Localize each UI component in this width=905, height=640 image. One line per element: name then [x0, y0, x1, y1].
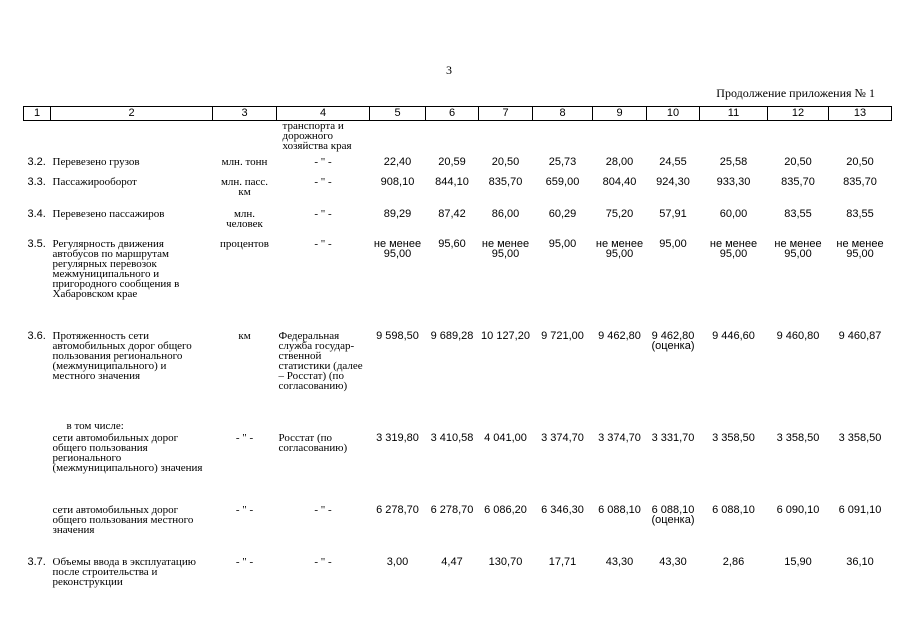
table-row — [24, 157, 892, 177]
source-cell: - " - — [314, 556, 332, 568]
table-row — [24, 239, 892, 331]
source-cell: - " - — [314, 208, 332, 220]
indicator-name: сети автомобильных дорог общего пользования местного значения — [52, 504, 194, 536]
indicator-name: сети автомобильных дорог общего пользования регионального (межмуниципального) значения — [52, 432, 203, 474]
unit-cell: - " - — [235, 504, 254, 516]
row-index: 3.3. — [27, 176, 46, 188]
indicator-name: Регулярность движения автобусов по маршрутам регулярных перевозок межмуниципального и пригородного сообщения в Хабаровском крае — [52, 238, 180, 300]
value-cell: 9 460,87 — [838, 330, 882, 342]
value-cell: не менее 95,00 — [774, 238, 822, 260]
value-cell: 6 088,10 — [598, 504, 641, 516]
source-cell: - " - — [314, 156, 332, 168]
unit-cell: км — [238, 330, 251, 342]
indicators-table — [23, 106, 892, 605]
value-cell: 36,10 — [846, 556, 874, 568]
indicator-name: Объемы ввода в эксплуатацию после строительства и реконструкции — [52, 556, 196, 588]
value-cell: 3 374,70 — [541, 432, 584, 444]
value-cell: 933,30 — [716, 176, 751, 188]
value-cell: 57,91 — [659, 208, 687, 220]
value-cell: 908,10 — [380, 176, 415, 188]
value-cell: 20,59 — [438, 156, 466, 168]
value-cell: 659,00 — [545, 176, 580, 188]
unit-cell: процентов — [220, 238, 269, 250]
unit-cell: - " - — [235, 432, 254, 444]
value-cell: не менее 95,00 — [373, 238, 422, 260]
source-cell — [277, 419, 370, 433]
unit-cell — [213, 419, 277, 433]
source-cell: Федеральная служба государ-ственной статистики (далее – Росстат) (по согласованию) — [278, 330, 363, 392]
column-header: 10 — [647, 107, 700, 121]
value-cell: 20,50 — [846, 156, 874, 168]
value-cell: 9 598,50 — [376, 330, 419, 342]
column-header: 4 — [277, 107, 370, 121]
value-cell: 89,29 — [383, 208, 412, 220]
source-cell: - " - — [314, 504, 332, 516]
subheading-row — [24, 419, 892, 433]
column-header: 12 — [768, 107, 829, 121]
value-cell: не менее 95,00 — [595, 238, 644, 260]
value-cell: 43,30 — [659, 556, 687, 568]
column-header: 11 — [700, 107, 768, 121]
row-index — [24, 419, 51, 433]
page-number: 3 — [446, 63, 452, 77]
carryover-row — [24, 121, 892, 158]
continuation-label: Продолжение приложения № 1 — [716, 86, 875, 100]
value-cell: 15,90 — [784, 556, 812, 568]
source-cell: Росстат (по согласованию) — [278, 432, 348, 454]
row-index: 3.5. — [27, 238, 46, 250]
value-cell — [426, 419, 479, 433]
value-cell: 4 041,00 — [484, 432, 527, 444]
row-index: 3.2. — [27, 156, 46, 168]
value-cell — [593, 419, 647, 433]
column-header: 6 — [426, 107, 479, 121]
value-cell: 86,00 — [491, 208, 520, 220]
value-cell: 6 278,70 — [430, 504, 474, 516]
indicator-name: Перевезено пассажиров — [52, 208, 165, 220]
value-cell: 6 086,20 — [484, 504, 527, 516]
value-cell: 9 460,80 — [776, 330, 820, 342]
source-cell: - " - — [314, 238, 332, 250]
value-cell: 6 088,10 (оценка) — [651, 504, 695, 526]
column-header: 8 — [533, 107, 593, 121]
column-header: 1 — [24, 107, 51, 121]
value-cell: 3 358,50 — [712, 432, 755, 444]
value-cell — [479, 419, 533, 433]
value-cell: 6 091,10 — [838, 504, 882, 516]
value-cell — [768, 419, 829, 433]
source-cell: - " - — [314, 176, 332, 188]
value-cell: 924,30 — [656, 176, 690, 188]
value-cell: 28,00 — [605, 156, 634, 168]
value-cell: 83,55 — [846, 208, 874, 220]
value-cell: 9 446,60 — [712, 330, 755, 342]
value-cell: 6 346,30 — [541, 504, 584, 516]
table-row — [24, 209, 892, 239]
value-cell: 130,70 — [488, 556, 523, 568]
value-cell: 3 319,80 — [376, 432, 419, 444]
value-cell — [370, 419, 426, 433]
value-cell: 95,60 — [438, 238, 466, 250]
value-cell: 4,47 — [441, 556, 463, 568]
row-index: 3.6. — [27, 330, 46, 342]
table-row — [24, 505, 892, 557]
unit-cell: млн. человек — [226, 208, 263, 230]
value-cell: 95,00 — [548, 238, 577, 250]
row-index — [24, 433, 51, 505]
value-cell — [700, 419, 768, 433]
value-cell: 804,40 — [602, 176, 637, 188]
value-cell: 6 088,10 — [712, 504, 755, 516]
table-row — [24, 557, 892, 605]
value-cell: 3 374,70 — [598, 432, 641, 444]
value-cell: 43,30 — [605, 556, 634, 568]
table-row — [24, 331, 892, 419]
row-index: 3.4. — [27, 208, 46, 220]
value-cell: 87,42 — [438, 208, 466, 220]
value-cell: 844,10 — [435, 176, 469, 188]
value-cell: 60,00 — [719, 208, 748, 220]
value-cell: 6 278,70 — [376, 504, 419, 516]
value-cell: 2,86 — [722, 556, 745, 568]
header-row — [24, 107, 892, 121]
value-cell: 9 689,28 — [430, 330, 474, 342]
value-cell: 3 358,50 — [776, 432, 820, 444]
value-cell — [647, 419, 700, 433]
value-cell: не менее 95,00 — [481, 238, 530, 260]
unit-cell: млн. пасс. км — [220, 176, 269, 198]
value-cell: 6 090,10 — [776, 504, 820, 516]
column-header: 7 — [479, 107, 533, 121]
value-cell: 835,70 — [781, 176, 815, 188]
value-cell: 24,55 — [659, 156, 687, 168]
value-cell: 75,20 — [605, 208, 634, 220]
column-header: 9 — [593, 107, 647, 121]
indicator-name: Перевезено грузов — [52, 156, 140, 168]
value-cell: 3 358,50 — [838, 432, 882, 444]
value-cell: 20,50 — [491, 156, 520, 168]
value-cell: 17,71 — [548, 556, 577, 568]
unit-cell: млн. тонн — [221, 156, 268, 168]
value-cell: не менее 95,00 — [709, 238, 758, 260]
value-cell: 3,00 — [386, 556, 409, 568]
value-cell: 25,73 — [548, 156, 577, 168]
value-cell: 60,29 — [548, 208, 577, 220]
value-cell: 3 331,70 — [651, 432, 695, 444]
indicator-name: Пассажирооборот — [52, 176, 137, 188]
unit-cell: - " - — [235, 556, 254, 568]
value-cell: 83,55 — [784, 208, 812, 220]
value-cell: 9 721,00 — [541, 330, 584, 342]
table-row — [24, 433, 892, 505]
value-cell: не менее 95,00 — [836, 238, 884, 260]
table-row — [24, 177, 892, 209]
value-cell: 20,50 — [784, 156, 812, 168]
value-cell: 3 410,58 — [430, 432, 474, 444]
row-index — [24, 505, 51, 557]
value-cell: 95,00 — [659, 238, 687, 250]
value-cell — [829, 419, 892, 433]
value-cell: 9 462,80 (оценка) — [651, 330, 695, 352]
column-header: 5 — [370, 107, 426, 121]
value-cell: 10 127,20 — [481, 330, 530, 342]
column-header: 13 — [829, 107, 892, 121]
value-cell: 835,70 — [843, 176, 877, 188]
value-cell — [533, 419, 593, 433]
value-cell: 25,58 — [719, 156, 748, 168]
indicator-name: в том числе: — [66, 420, 124, 432]
value-cell: 22,40 — [383, 156, 412, 168]
value-cell: 835,70 — [488, 176, 523, 188]
column-header: 3 — [213, 107, 277, 121]
indicator-name: Протяженность сети автомобильных дорог общего пользования регионального (межмуниципального) и местного значения — [52, 330, 192, 382]
row-index: 3.7. — [27, 556, 46, 568]
carryover-source: транспорта и дорожного хозяйства края — [282, 120, 352, 152]
value-cell: 9 462,80 — [598, 330, 641, 342]
column-header: 2 — [51, 107, 213, 121]
